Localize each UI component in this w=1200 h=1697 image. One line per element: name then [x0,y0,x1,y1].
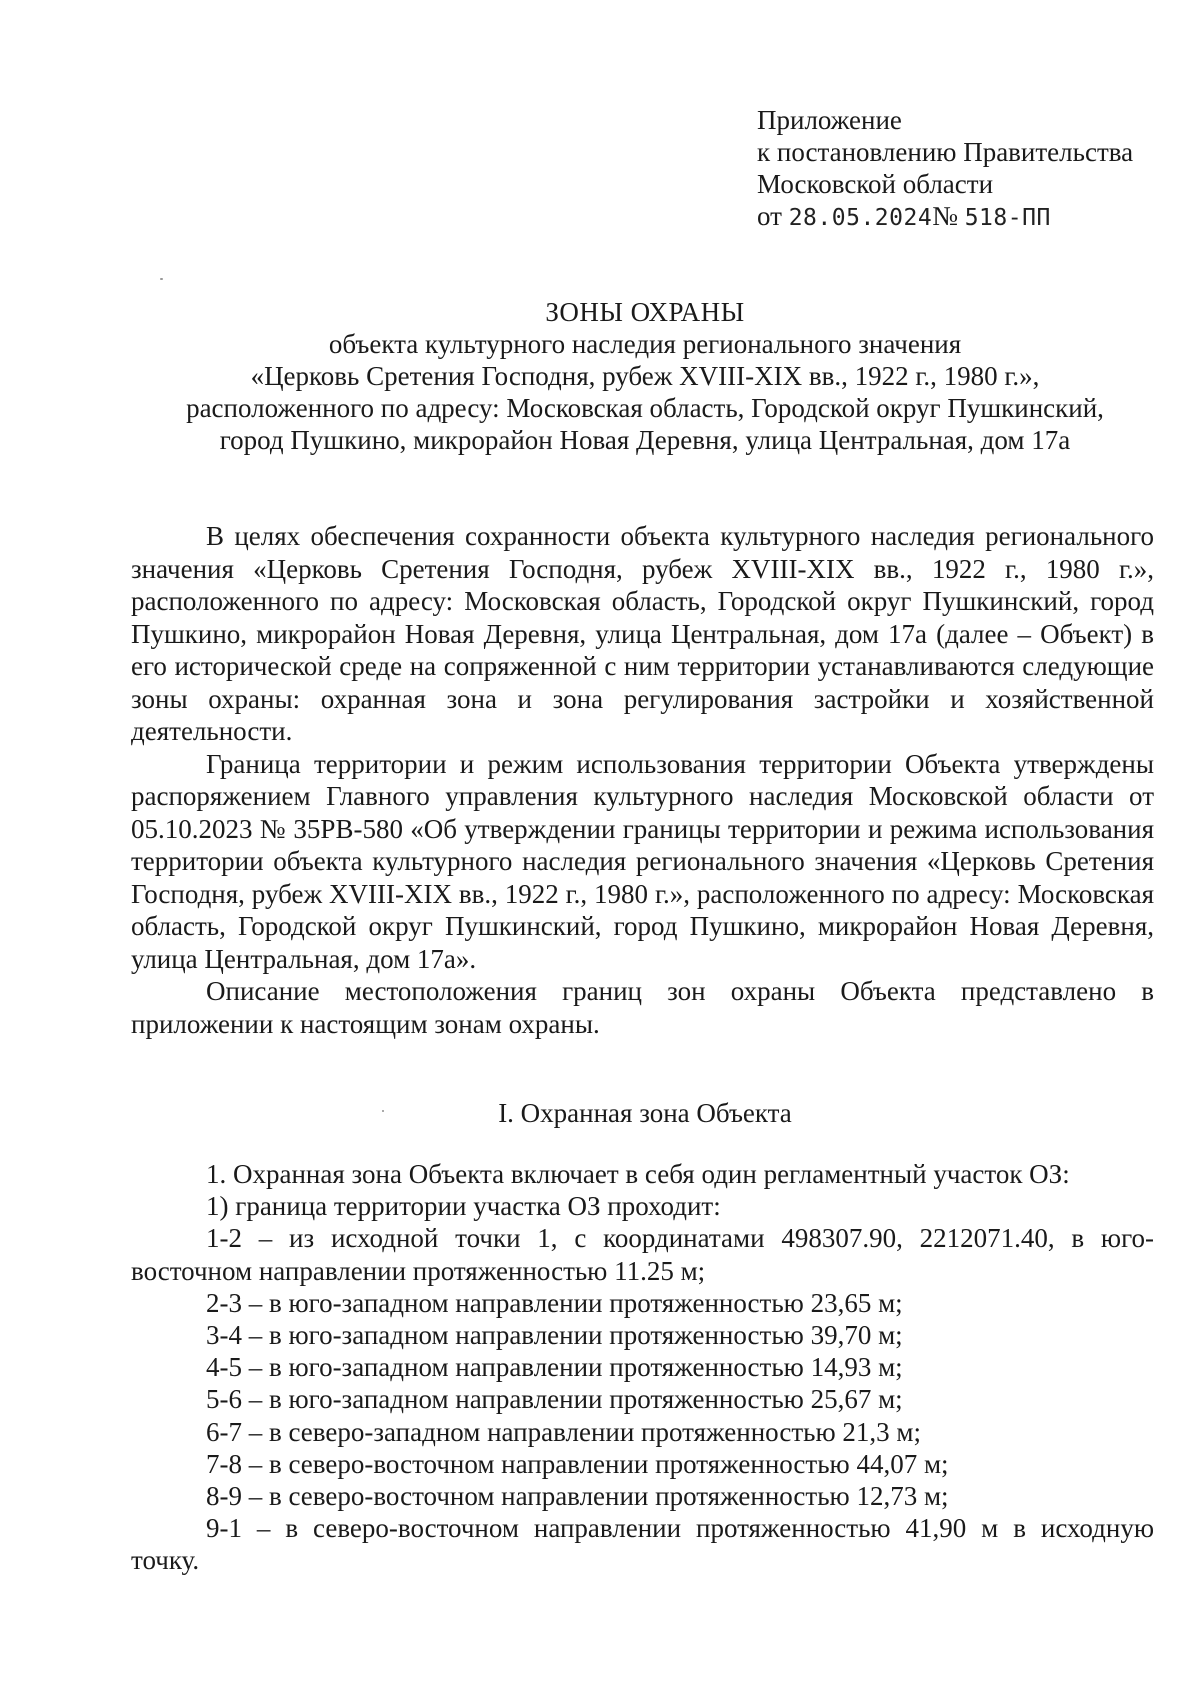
appendix-decree: к постановлению Правительства [757,137,1134,167]
list-item: 1-2 – из исходной точки 1, с координатами 498307.90, 2212071.40, в юго-восточном направлении протяженностью 11.25 м; [131,1223,1154,1286]
list-item: 3-4 – в юго-западном направлении протяженностью 39,70 м; [206,1320,903,1351]
date-prefix: от [757,201,782,231]
appendix-date-line [757,200,1133,234]
list-item: 9-1 – в северо-восточном направлении протяженностью 41,90 м в исходную точку. [131,1513,1154,1576]
appendix-region: Московской области [757,169,994,199]
appendix-header [757,104,1133,234]
title-subtitle: объекта культурного наследия регионального значения [328,329,962,359]
title-address-2: город Пушкино, микрорайон Новая Деревня, улица Центральная, дом 17а [219,425,1071,455]
list-item: 5-6 – в юго-западном направлении протяженностью 25,67 м; [206,1384,903,1415]
title-object-name: «Церковь Сретения Господня, рубеж XVIII-XIX вв., 1922 г., 1980 г.», [250,361,1040,391]
list-item: 2-3 – в юго-западном направлении протяженностью 23,65 м; [206,1287,903,1318]
intro-paragraphs [131,520,1154,1040]
list-item: 1. Охранная зона Объекта включает в себя один регламентный участок ОЗ: [206,1159,1070,1189]
paragraph-description: Описание местоположения границ зон охраны Объекта представлено в приложении к настоящим зонам охраны. [131,976,1154,1039]
paragraph-boundary: Граница территории и режим использования территории Объекта утверждены распоряжением Главного управления культурного наследия Московской области от 05.10.2023 № 35РВ-580 «Об утверждении границы территории и режима использования территории объекта культурного наследия регионального значения «Церковь Сретения Господня, рубеж XVIII-XIX вв., 1922 г., 1980 г.», расположенного по адресу: Московская область, Городской округ Пушкинский, город Пушкино, микрорайон Новая Деревня, улица Центральная, дом 17а». [131,748,1154,974]
number-sign: № [932,201,958,231]
title-main: ЗОНЫ ОХРАНЫ [545,297,745,327]
list-item: 8-9 – в северо-восточном направлении протяженностью 12,73 м; [206,1481,949,1512]
decree-date: 28.05.2024 [788,205,933,231]
decree-number: 518-ПП [964,205,1051,231]
list-item: 4-5 – в юго-западном направлении протяженностью 14,93 м; [206,1352,903,1383]
list-item: 7-8 – в северо-восточном направлении протяженностью 44,07 м; [206,1448,949,1479]
zone-boundary-list [131,1158,1154,1577]
section-heading: I. Охранная зона Объекта [498,1098,792,1128]
list-item: 6-7 – в северо-западном направлении протяженностью 21,3 м; [206,1416,921,1447]
title-address-1: расположенного по адресу: Московская область, Городской округ Пушкинский, [186,393,1104,423]
document-title [110,296,1180,456]
list-item: 1) граница территории участка ОЗ проходит: [206,1191,721,1222]
scan-speck [160,278,163,280]
appendix-label: Приложение [757,105,902,135]
paragraph-purpose: В целях обеспечения сохранности объекта культурного наследия регионального значения «Церковь Сретения Господня, рубеж XVIII-XIX вв., 1922 г., 1980 г.», расположенного по адресу: Московская область, Городской округ Пушкинский, город Пушкино, микрорайон Новая Деревня, улица Центральная, дом 17а (далее – Объект) в его исторической среде на сопряженной с ним территории устанавливаются следующие зоны охраны: охранная зона и зона регулирования застройки и хозяйственной деятельности. [131,521,1154,746]
